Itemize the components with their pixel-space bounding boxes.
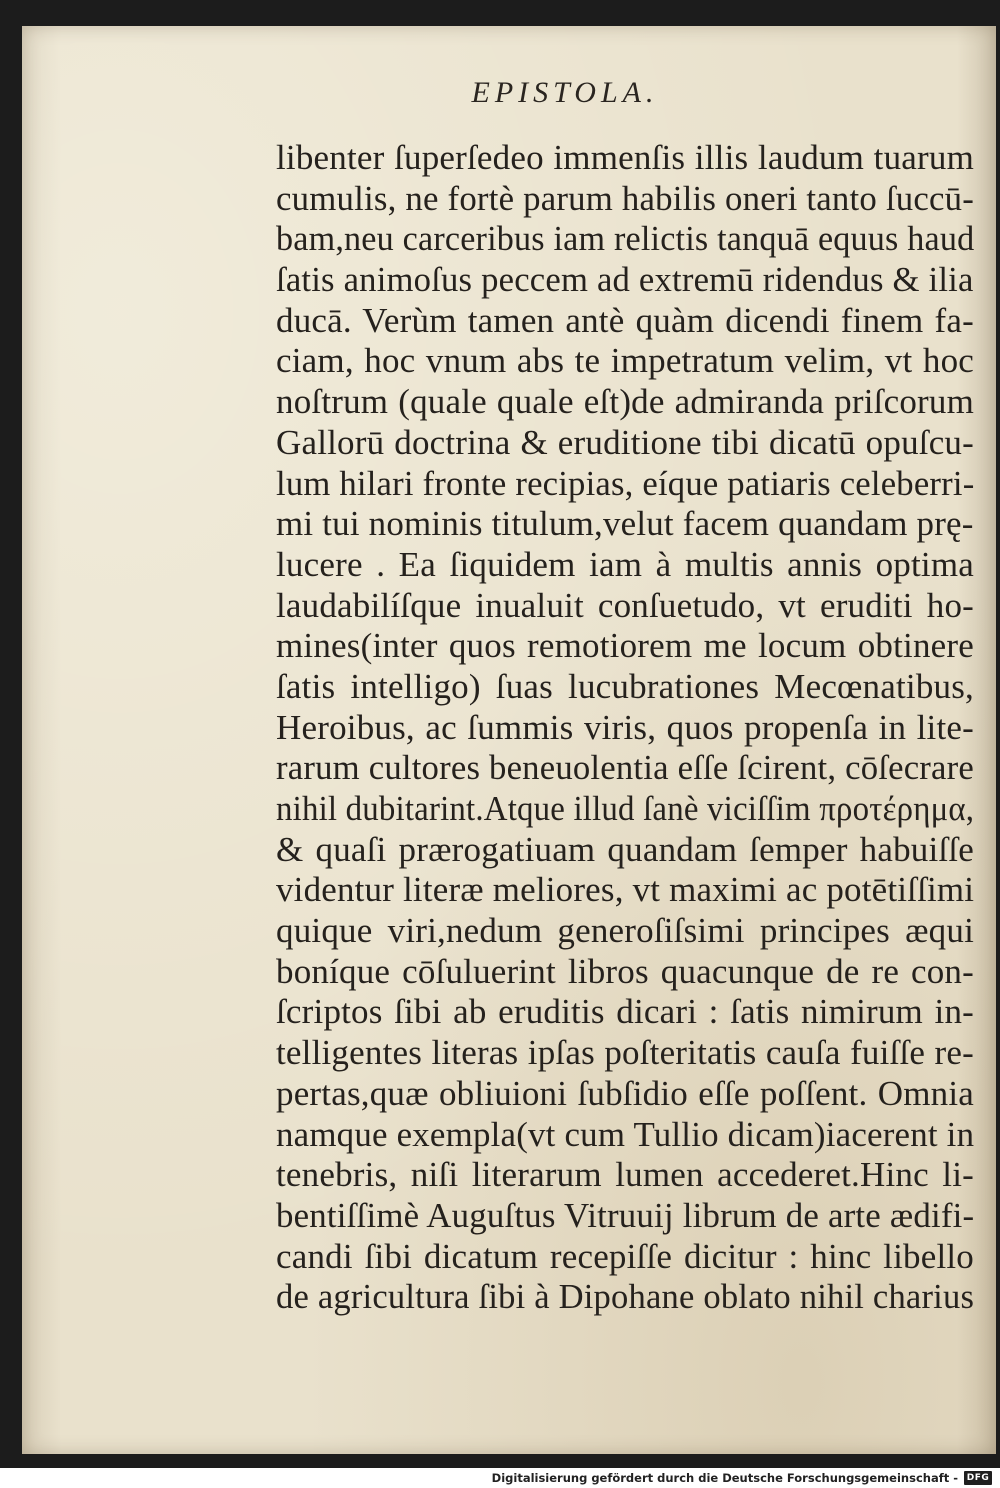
body-text	[276, 138, 974, 1318]
text-line: de agricultura ſibi à Dipohane oblato nihil charius	[276, 1277, 975, 1317]
text-line: quique viri,nedum generoſiſsimi principes æqui	[276, 911, 974, 951]
text-line: ciam, hoc vnum abs te impetratum velim, vt hoc	[276, 341, 974, 381]
text-line: ducā. Verùm tamen antè quàm dicendi finem fa-	[276, 300, 974, 340]
funding-credit: Digitalisierung gefördert durch die Deutsche Forschungsgemeinschaft -	[491, 1471, 958, 1485]
text-line: lum hilari fronte recipias, eíque patiaris celeberri-	[276, 463, 975, 503]
text-line: ſatis animoſus peccem ad extremū ridendus & ilia	[276, 260, 974, 300]
text-line: rarum cultores beneuolentia eſſe ſcirent, cōſecrare	[276, 748, 975, 788]
text-line: candi ſibi dicatum recepiſſe dicitur : hinc libello	[276, 1236, 974, 1276]
text-line: telligentes literas ipſas poſteritatis cauſa fuiſſe re-	[276, 1033, 974, 1073]
text-line: tenebris, niſi literarum lumen accederet.Hinc li-	[276, 1155, 974, 1195]
text-line: mi tui nominis titulum,velut facem quandam prę-	[276, 504, 974, 544]
text-line: cumulis, ne fortè parum habilis oneri tanto ſuccū-	[276, 178, 975, 218]
text-line: lucere . Ea ſiquidem iam à multis annis optima	[276, 544, 974, 584]
text-line: & quaſi prærogatiuam quandam ſemper habuiſſe	[276, 829, 974, 869]
running-head: EPISTOLA.	[471, 76, 659, 109]
text-line: noſtrum (quale quale eſt)de admiranda priſcorum	[276, 382, 974, 422]
text-line: bentiſſimè Auguſtus Vitruuij librum de arte ædifi-	[276, 1195, 975, 1235]
dfg-logo: DFG	[964, 1471, 992, 1485]
text-line: laudabilíſque inualuit conſuetudo, vt eruditi ho-	[276, 585, 974, 625]
text-line: ſatis intelligo) ſuas lucubrationes Mecœnatibus,	[276, 666, 974, 706]
text-line: nihil dubitarint.Atque illud ſanè viciſſim πρoτέρημα,	[276, 789, 975, 828]
text-line: Heroibus, ac ſummis viris, quos propenſa in lite-	[276, 707, 974, 747]
text-line: mines(inter quos remotiorem me locum obtinere	[276, 626, 974, 666]
text-line: Gallorū doctrina & eruditione tibi dicatū opuſcu-	[276, 422, 974, 462]
text-line: ſcriptos ſibi ab eruditis dicari : ſatis nimirum in-	[276, 992, 974, 1032]
text-line: boníque cōſuluerint libros quacunque de re con-	[276, 951, 974, 991]
text-line: bam,neu carceribus iam relictis tanquā equus haud	[276, 219, 975, 259]
footer-bar	[0, 1468, 1000, 1488]
text-line: libenter ſuperſedeo immenſis illis laudum tuarum	[276, 138, 974, 177]
text-line: videntur literæ meliores, vt maximi ac potētiſſimi	[276, 870, 975, 910]
text-line: namque exempla(vt cum Tullio dicam)iacerent in	[276, 1114, 975, 1154]
text-line: pertas,quæ obliuioni ſubſidio eſſe poſſent. Omnia	[276, 1073, 974, 1113]
